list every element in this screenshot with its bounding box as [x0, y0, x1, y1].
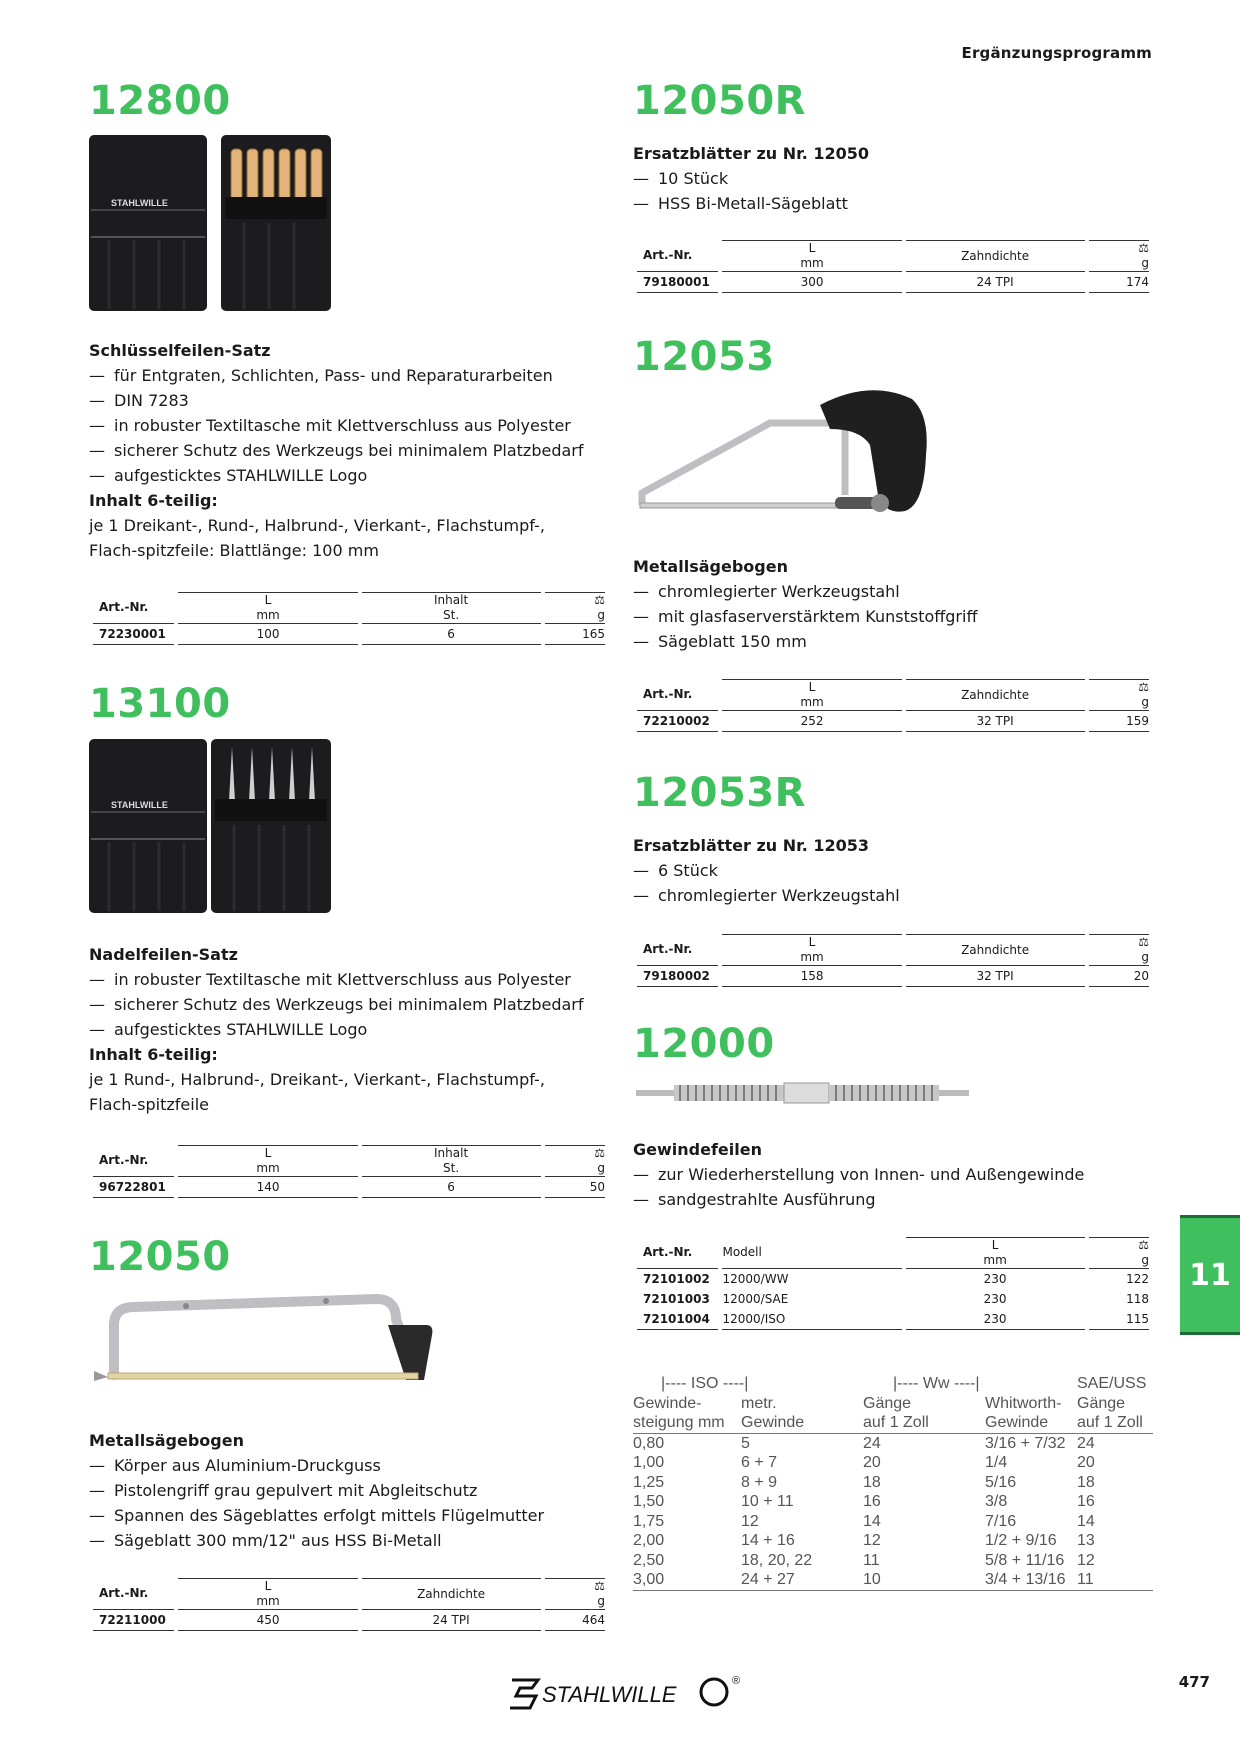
thread-cell: 18, 20, 22 — [741, 1551, 813, 1569]
scale-icon: ⚖ — [594, 1579, 605, 1593]
thread-cell: 3/4 + 13/16 — [985, 1571, 1066, 1588]
table-row: 72210002 252 32 TPI 159 — [637, 710, 1149, 732]
table-row: 72211000 450 24 TPI 464 — [93, 1609, 605, 1631]
feature-list — [633, 1162, 1153, 1212]
spec-table-12050 — [89, 1578, 609, 1631]
thread-cell: 1/4 — [985, 1454, 1008, 1471]
product-block-12053 — [633, 557, 1153, 654]
thread-row — [633, 1570, 1153, 1590]
product-image-12053 — [630, 385, 980, 525]
thread-cell: 7/16 — [985, 1512, 1017, 1530]
feature-item: — DIN 7283 — [89, 388, 609, 413]
thread-cell: 16 — [863, 1493, 881, 1510]
col-header-length: L mm — [178, 1578, 357, 1609]
scale-icon: ⚖ — [1138, 1238, 1149, 1252]
col-header-art: Art.-Nr. — [99, 600, 149, 614]
product-title: Nadelfeilen-Satz — [89, 945, 238, 964]
thread-cell: 0,80 — [633, 1434, 665, 1452]
thread-cell: 5/8 + 11/16 — [985, 1551, 1065, 1569]
thread-cell: 16 — [1077, 1493, 1095, 1510]
svg-text:STAHLWILLE: STAHLWILLE — [111, 198, 168, 208]
feature-list — [89, 363, 609, 488]
product-block-12050R — [633, 144, 1153, 216]
group-sae: SAE/USS — [1077, 1375, 1147, 1392]
group-iso: |---- ISO ----| — [661, 1375, 749, 1392]
col-header: Gänge auf 1 Zoll — [863, 1394, 929, 1431]
col-header-length: L mm — [722, 934, 901, 965]
col-header-weight: ⚖ g — [1089, 679, 1149, 710]
product-number-12053: 12053 — [633, 334, 775, 380]
col-header-teeth: Zahndichte — [906, 679, 1085, 710]
col-header: metr. Gewinde — [741, 1394, 805, 1431]
col-header-model: Modell — [722, 1245, 762, 1259]
group-ww: |---- Ww ----| — [893, 1375, 980, 1392]
content-text: je 1 Rund-, Halbrund-, Dreikant-, Vierkant-, Flachstumpf-, Flach-spitzfeile — [89, 1070, 545, 1114]
scale-icon: ⚖ — [1138, 241, 1149, 255]
product-block-12000 — [633, 1140, 1153, 1212]
col-header-content: Inhalt St. — [362, 1145, 541, 1176]
product-title: Metallsägebogen — [89, 1431, 244, 1450]
table-row: 72101002 12000/WW 230 122 — [637, 1268, 1149, 1289]
thread-cell: 1,50 — [633, 1493, 665, 1510]
feature-item: — aufgesticktes STAHLWILLE Logo — [89, 463, 609, 488]
thread-cell: 11 — [863, 1551, 880, 1569]
feature-item: — 6 Stück — [633, 858, 1153, 883]
content-label: Inhalt 6-teilig: — [89, 491, 218, 510]
feature-list — [89, 1453, 609, 1553]
col-header-length: L mm — [906, 1237, 1085, 1268]
feature-list — [633, 579, 1153, 654]
col-header-weight: ⚖ g — [1089, 934, 1149, 965]
thread-row — [633, 1551, 1153, 1571]
scale-icon: ⚖ — [594, 593, 605, 607]
col-header-weight: ⚖ g — [545, 1145, 605, 1176]
col-header-art: Art.-Nr. — [643, 942, 693, 956]
thread-cell: 14 + 16 — [741, 1532, 795, 1549]
thread-cell: 20 — [863, 1454, 881, 1471]
feature-item: — sicherer Schutz des Werkzeugs bei minimalem Platzbedarf — [89, 992, 609, 1017]
content-description — [89, 1042, 609, 1117]
spec-table-12800 — [89, 592, 609, 645]
col-header-weight: ⚖ g — [1089, 1237, 1149, 1268]
thread-cell: 2,00 — [633, 1532, 665, 1549]
thread-cell: 12 — [1077, 1551, 1095, 1569]
scale-icon: ⚖ — [1138, 680, 1149, 694]
col-header: Gänge auf 1 Zoll — [1077, 1394, 1143, 1431]
feature-item: — Pistolengriff grau gepulvert mit Abgleitschutz — [89, 1478, 609, 1503]
spec-table-12053R — [633, 934, 1153, 987]
col-header-art: Art.-Nr. — [99, 1153, 149, 1167]
col-header-weight: ⚖ g — [1089, 240, 1149, 271]
feature-item: — chromlegierter Werkzeugstahl — [633, 883, 1153, 908]
stahlwille-logo — [508, 1670, 748, 1714]
col-header-weight: ⚖ g — [545, 1578, 605, 1609]
product-image-12800 — [89, 135, 339, 313]
content-label: Inhalt 6-teilig: — [89, 1045, 218, 1064]
spec-table-12053 — [633, 679, 1153, 732]
feature-list — [633, 166, 1153, 216]
col-header-teeth: Zahndichte — [906, 240, 1085, 271]
thread-cell: 18 — [863, 1473, 881, 1491]
thread-cell: 5/16 — [985, 1473, 1017, 1491]
spec-table-12050R — [633, 240, 1153, 293]
feature-item: — Spannen des Sägeblattes erfolgt mittels Flügelmutter — [89, 1503, 609, 1528]
col-header-teeth: Zahndichte — [906, 934, 1085, 965]
thread-cell: 12 — [741, 1512, 759, 1530]
thread-cell: 1,25 — [633, 1473, 665, 1491]
svg-text:STAHLWILLE: STAHLWILLE — [111, 800, 168, 810]
thread-cell: 20 — [1077, 1454, 1095, 1471]
thread-cell: 6 + 7 — [741, 1454, 778, 1471]
product-image-12000 — [636, 1082, 971, 1104]
feature-item: — 10 Stück — [633, 166, 1153, 191]
col-header-art: Art.-Nr. — [643, 687, 693, 701]
thread-row — [633, 1453, 1153, 1473]
product-block-12050 — [89, 1431, 609, 1553]
thread-cell: 3,00 — [633, 1571, 665, 1588]
product-number-12800: 12800 — [89, 78, 231, 124]
feature-item: — in robuster Textiltasche mit Klettverschluss aus Polyester — [89, 967, 609, 992]
thread-row — [633, 1473, 1153, 1493]
col-header-length: L mm — [722, 679, 901, 710]
thread-cell: 5 — [741, 1434, 750, 1452]
table-row: 96722801 140 6 50 — [93, 1176, 605, 1198]
product-number-12050: 12050 — [89, 1234, 231, 1280]
product-image-12050 — [86, 1285, 436, 1405]
thread-cell: 1/2 + 9/16 — [985, 1532, 1057, 1549]
col-header-length: L mm — [178, 1145, 357, 1176]
scale-icon: ⚖ — [1138, 935, 1149, 949]
thread-cell: 24 — [1077, 1434, 1095, 1452]
thread-row — [633, 1433, 1153, 1453]
col-header: Gewinde- steigung mm — [633, 1394, 725, 1431]
feature-item: — in robuster Textiltasche mit Klettverschluss aus Polyester — [89, 413, 609, 438]
thread-cell: 3/16 + 7/32 — [985, 1434, 1066, 1452]
table-row: 79180001 300 24 TPI 174 — [637, 271, 1149, 293]
product-title: Schlüsselfeilen-Satz — [89, 341, 271, 360]
thread-cell: 24 + 27 — [741, 1571, 795, 1588]
thread-cell: 8 + 9 — [741, 1473, 778, 1491]
thread-cell: 18 — [1077, 1473, 1095, 1491]
thread-reference-table — [633, 1374, 1153, 1591]
thread-row — [633, 1492, 1153, 1512]
product-block-12053R — [633, 836, 1153, 908]
feature-list — [89, 967, 609, 1042]
table-row: 72101004 12000/ISO 230 115 — [637, 1309, 1149, 1330]
chapter-tab[interactable]: 11 — [1180, 1215, 1240, 1335]
col-header: Whitworth- Gewinde — [985, 1394, 1062, 1431]
product-number-12050R: 12050R — [633, 78, 806, 124]
feature-item: — chromlegierter Werkzeugstahl — [633, 579, 1153, 604]
thread-cell: 10 — [863, 1571, 881, 1588]
table-row: 72101003 12000/SAE 230 118 — [643, 1292, 1149, 1306]
product-image-13100 — [89, 739, 339, 915]
col-header-art: Art.-Nr. — [99, 1586, 149, 1600]
thread-cell: 12 — [863, 1532, 881, 1549]
spec-table-13100 — [89, 1145, 609, 1198]
product-number-13100: 13100 — [89, 681, 231, 727]
thread-cell: 1,00 — [633, 1454, 665, 1471]
thread-cell: 14 — [863, 1512, 881, 1530]
col-header-length: L mm — [722, 240, 901, 271]
feature-item: — Körper aus Aluminium-Druckguss — [89, 1453, 609, 1478]
thread-row — [633, 1512, 1153, 1532]
svg-text:®: ® — [732, 1675, 741, 1687]
feature-item: — für Entgraten, Schlichten, Pass- und Reparaturarbeiten — [89, 363, 609, 388]
content-text: je 1 Dreikant-, Rund-, Halbrund-, Vierkant-, Flachstumpf-, Flach-spitzfeile: Blattlänge: 100 mm — [89, 516, 545, 560]
product-title: Metallsägebogen — [633, 557, 788, 576]
feature-item: — Sägeblatt 300 mm/12" aus HSS Bi-Metall — [89, 1528, 609, 1553]
thread-cell: 11 — [1077, 1571, 1094, 1588]
feature-item: — sandgestrahlte Ausführung — [633, 1187, 1153, 1212]
scale-icon: ⚖ — [594, 1146, 605, 1160]
product-block-13100 — [89, 945, 609, 1117]
col-header-teeth: Zahndichte — [362, 1578, 541, 1609]
thread-cell: 13 — [1077, 1532, 1095, 1549]
thread-cell: 14 — [1077, 1512, 1095, 1530]
feature-item: — aufgesticktes STAHLWILLE Logo — [89, 1017, 609, 1042]
spec-table-12000 — [633, 1237, 1153, 1330]
product-number-12000: 12000 — [633, 1021, 775, 1067]
col-header-art: Art.-Nr. — [643, 248, 693, 262]
col-header-weight: ⚖ g — [545, 592, 605, 623]
feature-item: — zur Wiederherstellung von Innen- und Außengewinde — [633, 1162, 1153, 1187]
product-title: Ersatzblätter zu Nr. 12050 — [633, 144, 870, 163]
feature-item: — HSS Bi-Metall-Sägeblatt — [633, 191, 1153, 216]
col-header-length: L mm — [178, 592, 357, 623]
page-number: 477 — [1178, 1673, 1210, 1691]
feature-item: — sicherer Schutz des Werkzeugs bei minimalem Platzbedarf — [89, 438, 609, 463]
thread-cell: 3/8 — [985, 1493, 1008, 1510]
table-row: 72230001 100 6 165 — [93, 623, 605, 645]
table-row: 79180002 158 32 TPI 20 — [637, 965, 1149, 987]
section-header: Ergänzungsprogramm — [961, 44, 1152, 62]
thread-cell: 1,75 — [633, 1512, 665, 1530]
feature-item: — mit glasfaserverstärktem Kunststoffgriff — [633, 604, 1153, 629]
feature-list — [633, 858, 1153, 908]
content-description — [89, 488, 609, 563]
product-number-12053R: 12053R — [633, 770, 806, 816]
product-title: Gewindefeilen — [633, 1140, 762, 1159]
thread-cell: 24 — [863, 1434, 881, 1452]
thread-row — [633, 1531, 1153, 1551]
col-header-content: Inhalt St. — [362, 592, 541, 623]
product-title: Ersatzblätter zu Nr. 12053 — [633, 836, 870, 855]
thread-cell: 2,50 — [633, 1551, 665, 1569]
product-block-12800 — [89, 341, 609, 563]
thread-cell: 10 + 11 — [741, 1493, 794, 1510]
svg-text:STAHLWILLE: STAHLWILLE — [542, 1682, 677, 1707]
col-header-art: Art.-Nr. — [643, 1245, 693, 1259]
feature-item: — Sägeblatt 150 mm — [633, 629, 1153, 654]
